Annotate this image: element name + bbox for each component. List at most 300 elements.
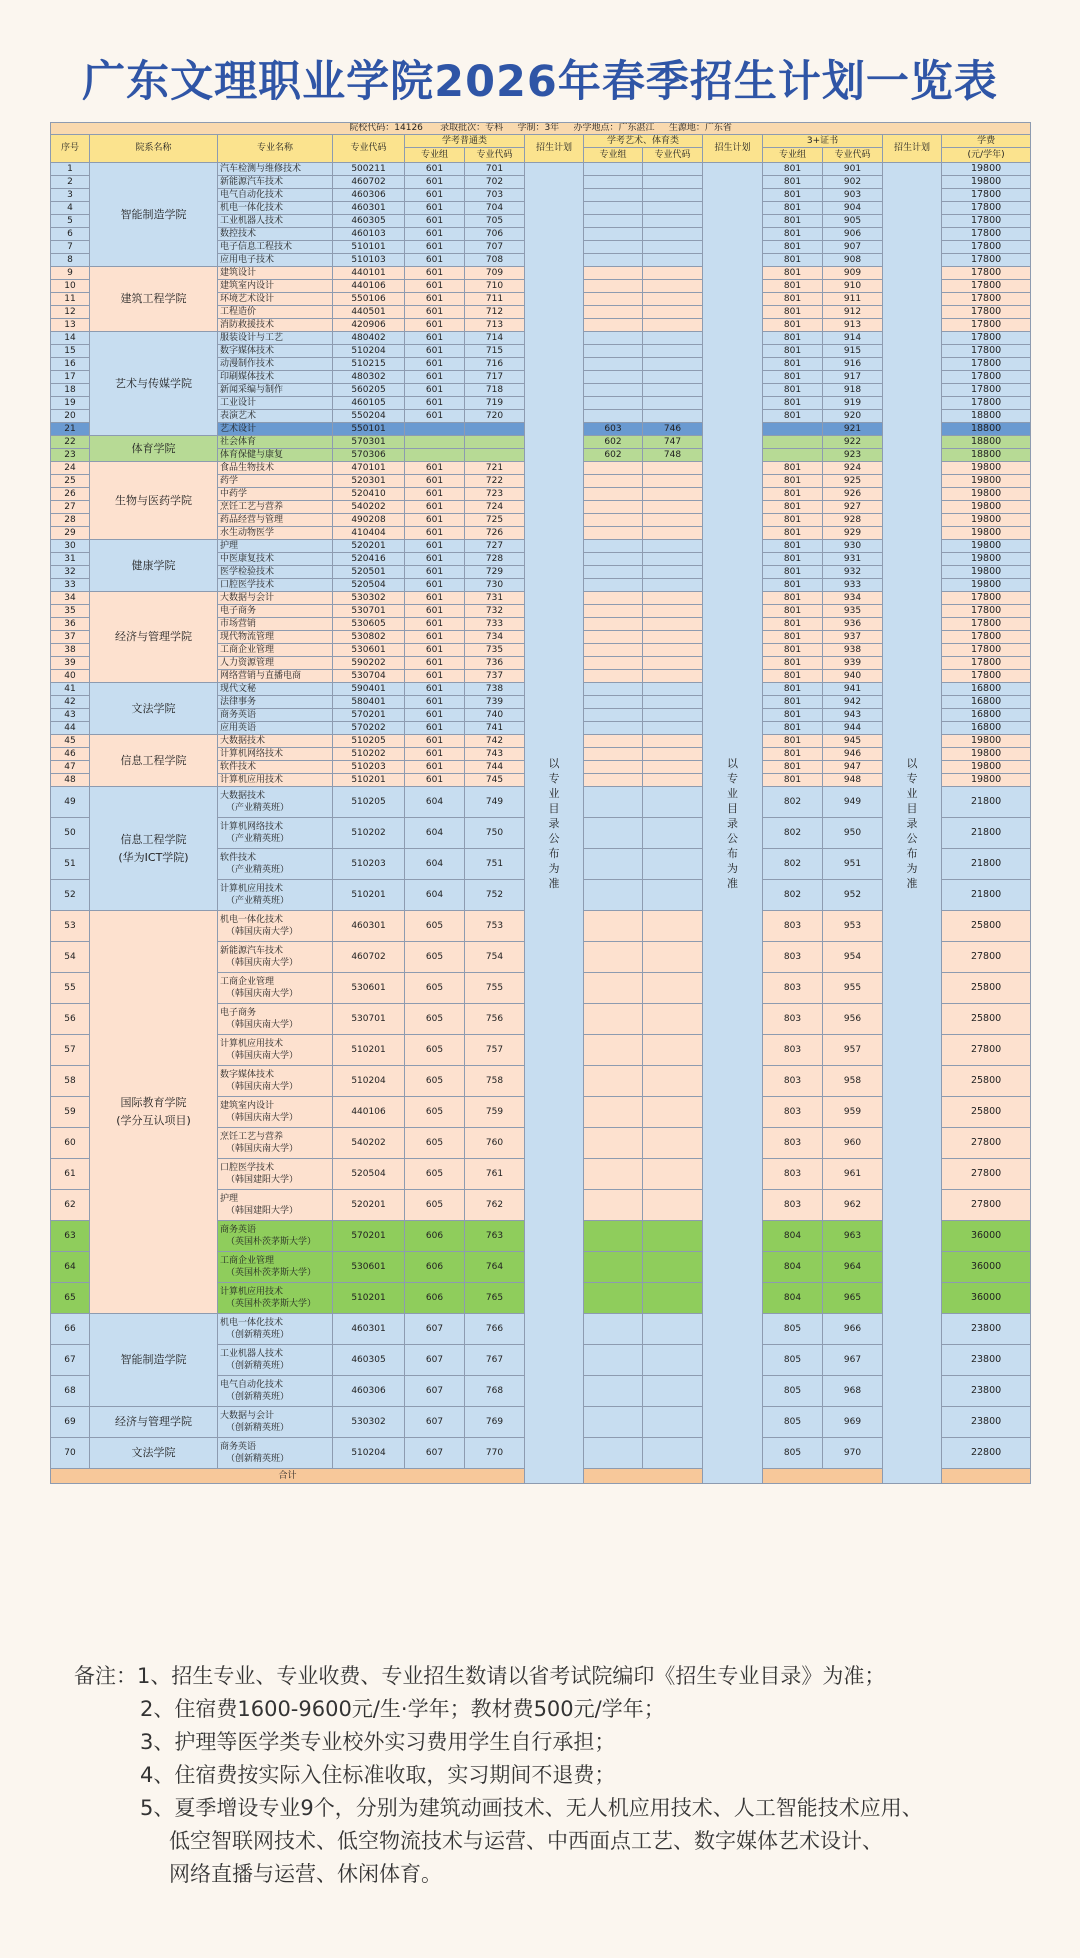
cert-group: 801	[763, 267, 823, 280]
arts-code	[643, 397, 703, 410]
cert-group: 801	[763, 228, 823, 241]
arts-code	[643, 973, 703, 1004]
general-group: 601	[405, 358, 465, 371]
department-name: 信息工程学院 (华为ICT学院)	[90, 787, 218, 911]
cert-code: 934	[823, 592, 883, 605]
row-seq: 59	[51, 1097, 90, 1128]
row-seq: 23	[51, 449, 90, 462]
arts-code	[643, 202, 703, 215]
tuition-fee: 36000	[942, 1221, 1031, 1252]
arts-code	[643, 709, 703, 722]
tuition-fee: 21800	[942, 880, 1031, 911]
cert-code: 936	[823, 618, 883, 631]
major-code: 580401	[333, 696, 405, 709]
general-group: 605	[405, 1190, 465, 1221]
major-program-text: （韩国庆南大学）	[226, 1113, 299, 1123]
arts-code	[643, 293, 703, 306]
general-group: 601	[405, 475, 465, 488]
row-seq: 58	[51, 1066, 90, 1097]
major-program-text: （韩国庆南大学）	[226, 1082, 299, 1092]
row-seq: 45	[51, 735, 90, 748]
major-name-text: 建筑室内设计	[220, 281, 275, 291]
arts-group	[584, 553, 643, 566]
arts-group	[584, 202, 643, 215]
general-group: 605	[405, 942, 465, 973]
cert-group: 804	[763, 1252, 823, 1283]
arts-code	[643, 1190, 703, 1221]
tuition-fee: 17800	[942, 605, 1031, 618]
major-name-text: 口腔医学技术	[220, 1163, 275, 1173]
general-group: 604	[405, 787, 465, 818]
general-group: 601	[405, 657, 465, 670]
general-code: 725	[465, 514, 525, 527]
department-name: 智能制造学院	[90, 163, 218, 267]
major-name-text: 大数据技术	[220, 736, 266, 746]
tuition-fee: 19800	[942, 514, 1031, 527]
tuition-fee: 19800	[942, 176, 1031, 189]
cert-code: 969	[823, 1407, 883, 1438]
cert-code: 902	[823, 176, 883, 189]
tuition-fee: 17800	[942, 670, 1031, 683]
arts-code	[643, 592, 703, 605]
major-name	[218, 748, 333, 761]
arts-group	[584, 787, 643, 818]
cert-group: 801	[763, 527, 823, 540]
tuition-fee: 27800	[942, 1190, 1031, 1221]
major-name-text: 社会体育	[220, 437, 257, 447]
tuition-fee: 17800	[942, 293, 1031, 306]
cert-group: 803	[763, 1097, 823, 1128]
tuition-fee: 27800	[942, 1035, 1031, 1066]
arts-group	[584, 319, 643, 332]
row-seq: 35	[51, 605, 90, 618]
major-code: 520201	[333, 1190, 405, 1221]
remark-line: 4、住宿费按实际入住标准收取，实习期间不退费；	[140, 1763, 616, 1787]
total-blank	[763, 1469, 883, 1484]
row-seq: 8	[51, 254, 90, 267]
general-group: 601	[405, 371, 465, 384]
major-code: 530601	[333, 1252, 405, 1283]
general-code: 716	[465, 358, 525, 371]
cert-group: 801	[763, 670, 823, 683]
arts-group	[584, 241, 643, 254]
major-name-text: 大数据技术	[220, 791, 266, 801]
general-group: 601	[405, 202, 465, 215]
arts-group	[584, 332, 643, 345]
header-group-c-code: 专业代码	[823, 148, 883, 163]
general-code: 722	[465, 475, 525, 488]
row-seq: 65	[51, 1283, 90, 1314]
tuition-fee: 17800	[942, 358, 1031, 371]
row-seq: 40	[51, 670, 90, 683]
major-name	[218, 527, 333, 540]
cert-code: 928	[823, 514, 883, 527]
major-code: 460702	[333, 176, 405, 189]
arts-code	[643, 1221, 703, 1252]
major-code: 510215	[333, 358, 405, 371]
major-name	[218, 189, 333, 202]
general-group: 601	[405, 384, 465, 397]
tuition-fee: 17800	[942, 618, 1031, 631]
plan-note-arts	[703, 163, 763, 1484]
remarks	[74, 1660, 1034, 1891]
cert-group: 805	[763, 1314, 823, 1345]
general-group: 601	[405, 280, 465, 293]
major-name	[218, 818, 333, 849]
general-group: 607	[405, 1345, 465, 1376]
arts-code: 748	[643, 449, 703, 462]
major-code: 540202	[333, 1128, 405, 1159]
arts-code	[643, 267, 703, 280]
arts-code	[643, 566, 703, 579]
arts-code	[643, 631, 703, 644]
arts-group	[584, 540, 643, 553]
department-name: 信息工程学院	[90, 735, 218, 787]
general-group: 601	[405, 579, 465, 592]
department-name: 健康学院	[90, 540, 218, 592]
tuition-fee: 36000	[942, 1283, 1031, 1314]
cert-code: 959	[823, 1097, 883, 1128]
arts-group	[584, 683, 643, 696]
tuition-fee: 25800	[942, 1097, 1031, 1128]
general-code: 756	[465, 1004, 525, 1035]
major-code: 460702	[333, 942, 405, 973]
tuition-fee: 25800	[942, 973, 1031, 1004]
arts-group: 603	[584, 423, 643, 436]
row-seq: 7	[51, 241, 90, 254]
general-code: 749	[465, 787, 525, 818]
major-code: 410404	[333, 527, 405, 540]
arts-group	[584, 163, 643, 176]
cert-code: 917	[823, 371, 883, 384]
major-name	[218, 1345, 333, 1376]
remark-line: 低空智联网技术、低空物流技术与运营、中西面点工艺、数字媒体艺术设计、	[169, 1829, 883, 1853]
department-name: 文法学院	[90, 683, 218, 735]
major-code: 460103	[333, 228, 405, 241]
major-name	[218, 911, 333, 942]
major-code: 490208	[333, 514, 405, 527]
cert-code: 919	[823, 397, 883, 410]
plan-note-cert	[883, 163, 942, 1484]
header-plan-b: 招生计划	[703, 135, 763, 163]
school-info: 院校代码：14126 录取批次：专科 学制：3年 办学地点：广东湛江 生源地：广东省	[51, 123, 1031, 135]
arts-group	[584, 345, 643, 358]
major-name	[218, 1376, 333, 1407]
general-code: 702	[465, 176, 525, 189]
cert-code: 953	[823, 911, 883, 942]
cert-code: 914	[823, 332, 883, 345]
row-seq: 18	[51, 384, 90, 397]
major-program-text: （韩国庆南大学）	[226, 989, 299, 999]
row-seq: 5	[51, 215, 90, 228]
tuition-fee: 16800	[942, 683, 1031, 696]
cert-group: 801	[763, 319, 823, 332]
general-group: 601	[405, 254, 465, 267]
row-seq: 34	[51, 592, 90, 605]
cert-group: 803	[763, 973, 823, 1004]
major-program-text: （创新精英班）	[226, 1361, 290, 1371]
major-program-text: （创新精英班）	[226, 1330, 290, 1340]
arts-group	[584, 670, 643, 683]
general-code: 715	[465, 345, 525, 358]
major-name-text: 计算机网络技术	[220, 822, 284, 832]
major-name	[218, 228, 333, 241]
row-seq: 57	[51, 1035, 90, 1066]
general-group: 605	[405, 1097, 465, 1128]
cert-group: 801	[763, 514, 823, 527]
major-name-text: 现代物流管理	[220, 632, 275, 642]
general-group: 601	[405, 514, 465, 527]
arts-group	[584, 1314, 643, 1345]
major-name	[218, 1438, 333, 1469]
arts-code	[643, 410, 703, 423]
row-seq: 29	[51, 527, 90, 540]
general-group: 607	[405, 1314, 465, 1345]
tuition-fee: 21800	[942, 818, 1031, 849]
general-code: 754	[465, 942, 525, 973]
row-seq: 62	[51, 1190, 90, 1221]
cert-group: 801	[763, 371, 823, 384]
major-name-text: 口腔医学技术	[220, 580, 275, 590]
cert-group: 801	[763, 254, 823, 267]
tuition-fee: 16800	[942, 696, 1031, 709]
major-name	[218, 384, 333, 397]
cert-group: 802	[763, 880, 823, 911]
cert-group: 801	[763, 462, 823, 475]
major-code: 510204	[333, 1066, 405, 1097]
general-group: 601	[405, 410, 465, 423]
major-code: 460301	[333, 1314, 405, 1345]
cert-code: 915	[823, 345, 883, 358]
arts-code	[643, 1283, 703, 1314]
arts-code	[643, 228, 703, 241]
header-row-1	[51, 135, 1031, 148]
tuition-fee: 25800	[942, 1066, 1031, 1097]
general-code: 710	[465, 280, 525, 293]
general-group: 601	[405, 644, 465, 657]
tuition-fee: 17800	[942, 345, 1031, 358]
general-group: 601	[405, 748, 465, 761]
general-group: 601	[405, 683, 465, 696]
general-code: 730	[465, 579, 525, 592]
cert-code: 929	[823, 527, 883, 540]
major-name	[218, 880, 333, 911]
major-program-text: （英国朴茨茅斯大学）	[226, 1268, 317, 1278]
cert-group: 801	[763, 293, 823, 306]
tuition-fee: 19800	[942, 540, 1031, 553]
major-code: 590202	[333, 657, 405, 670]
arts-group	[584, 1004, 643, 1035]
arts-group	[584, 631, 643, 644]
row-seq: 37	[51, 631, 90, 644]
major-code: 530704	[333, 670, 405, 683]
header-group-a-code: 专业代码	[465, 148, 525, 163]
arts-code	[643, 605, 703, 618]
major-name-text: 建筑室内设计	[220, 1101, 275, 1111]
row-seq: 36	[51, 618, 90, 631]
cert-group: 801	[763, 384, 823, 397]
tuition-fee: 22800	[942, 1438, 1031, 1469]
major-name	[218, 540, 333, 553]
cert-code: 965	[823, 1283, 883, 1314]
arts-code	[643, 540, 703, 553]
row-seq: 19	[51, 397, 90, 410]
general-group: 605	[405, 1128, 465, 1159]
major-name	[218, 280, 333, 293]
cert-code: 932	[823, 566, 883, 579]
general-code: 708	[465, 254, 525, 267]
arts-group: 602	[584, 436, 643, 449]
major-code: 520501	[333, 566, 405, 579]
cert-code: 950	[823, 818, 883, 849]
general-code: 732	[465, 605, 525, 618]
cert-group: 801	[763, 644, 823, 657]
department-name: 国际教育学院 (学分互认项目)	[90, 911, 218, 1314]
arts-group	[584, 228, 643, 241]
arts-group	[584, 566, 643, 579]
header-group-b: 学考艺术、体育类	[584, 135, 703, 148]
plan-note-text: 以专业目录公布为准	[727, 756, 738, 890]
tuition-fee: 17800	[942, 280, 1031, 293]
arts-code	[643, 818, 703, 849]
major-name	[218, 722, 333, 735]
row-seq: 17	[51, 371, 90, 384]
tuition-fee: 17800	[942, 215, 1031, 228]
general-code: 713	[465, 319, 525, 332]
row-seq: 3	[51, 189, 90, 202]
row-seq: 9	[51, 267, 90, 280]
general-group: 601	[405, 462, 465, 475]
tuition-fee: 17800	[942, 241, 1031, 254]
enrollment-table	[50, 122, 1031, 1484]
major-name-text: 体育保健与康复	[220, 450, 284, 460]
major-name	[218, 696, 333, 709]
major-name-text: 商务英语	[220, 1225, 257, 1235]
cert-code: 961	[823, 1159, 883, 1190]
major-name	[218, 423, 333, 436]
cert-code: 954	[823, 942, 883, 973]
general-group: 601	[405, 540, 465, 553]
major-name-text: 电气自动化技术	[220, 190, 284, 200]
row-seq: 68	[51, 1376, 90, 1407]
general-code: 717	[465, 371, 525, 384]
general-code: 764	[465, 1252, 525, 1283]
header-seq: 序号	[51, 135, 90, 163]
tuition-fee: 19800	[942, 566, 1031, 579]
arts-group	[584, 267, 643, 280]
general-code: 703	[465, 189, 525, 202]
cert-code: 908	[823, 254, 883, 267]
row-seq: 15	[51, 345, 90, 358]
arts-group	[584, 1221, 643, 1252]
arts-group	[584, 306, 643, 319]
major-name-text: 电子商务	[220, 606, 257, 616]
cert-group: 801	[763, 722, 823, 735]
arts-group	[584, 1159, 643, 1190]
cert-code: 943	[823, 709, 883, 722]
tuition-fee: 18800	[942, 436, 1031, 449]
cert-code: 957	[823, 1035, 883, 1066]
row-seq: 39	[51, 657, 90, 670]
major-name-text: 软件技术	[220, 762, 257, 772]
header-group-c: 3+证书	[763, 135, 883, 148]
cert-code: 931	[823, 553, 883, 566]
general-group: 601	[405, 241, 465, 254]
department-name: 智能制造学院	[90, 1314, 218, 1407]
major-name-text: 计算机应用技术	[220, 775, 284, 785]
major-code: 500211	[333, 163, 405, 176]
general-code: 709	[465, 267, 525, 280]
row-seq: 54	[51, 942, 90, 973]
major-code: 440106	[333, 280, 405, 293]
major-name	[218, 761, 333, 774]
tuition-fee: 17800	[942, 189, 1031, 202]
row-seq: 61	[51, 1159, 90, 1190]
arts-code	[643, 696, 703, 709]
arts-code	[643, 553, 703, 566]
general-group: 607	[405, 1407, 465, 1438]
cert-group: 801	[763, 683, 823, 696]
major-program-text: （产业精英班）	[226, 803, 290, 813]
cert-code: 924	[823, 462, 883, 475]
cert-group: 801	[763, 553, 823, 566]
general-group: 601	[405, 293, 465, 306]
arts-code	[643, 1407, 703, 1438]
major-code: 460305	[333, 1345, 405, 1376]
major-program-text: （韩国庆南大学）	[226, 1051, 299, 1061]
major-name-text: 数字媒体技术	[220, 1070, 275, 1080]
general-group: 601	[405, 553, 465, 566]
row-seq: 66	[51, 1314, 90, 1345]
general-code: 729	[465, 566, 525, 579]
arts-code	[643, 670, 703, 683]
cert-group: 805	[763, 1345, 823, 1376]
cert-group: 803	[763, 1159, 823, 1190]
major-name	[218, 1066, 333, 1097]
major-name	[218, 332, 333, 345]
major-name	[218, 1407, 333, 1438]
major-code: 440106	[333, 1097, 405, 1128]
cert-group	[763, 449, 823, 462]
major-code: 510202	[333, 818, 405, 849]
arts-group	[584, 501, 643, 514]
tuition-fee: 18800	[942, 449, 1031, 462]
row-seq: 52	[51, 880, 90, 911]
arts-group: 602	[584, 449, 643, 462]
arts-code	[643, 215, 703, 228]
tuition-fee: 17800	[942, 371, 1031, 384]
department-name: 经济与管理学院	[90, 592, 218, 683]
general-code: 704	[465, 202, 525, 215]
cert-code: 905	[823, 215, 883, 228]
arts-group	[584, 911, 643, 942]
arts-group	[584, 1128, 643, 1159]
cert-group: 801	[763, 215, 823, 228]
row-seq: 64	[51, 1252, 90, 1283]
major-name-text: 应用英语	[220, 723, 257, 733]
row-seq: 28	[51, 514, 90, 527]
department-name: 建筑工程学院	[90, 267, 218, 332]
arts-code: 747	[643, 436, 703, 449]
general-group: 606	[405, 1252, 465, 1283]
general-code: 769	[465, 1407, 525, 1438]
general-code: 739	[465, 696, 525, 709]
cert-group: 801	[763, 345, 823, 358]
major-name-text: 工业设计	[220, 398, 257, 408]
major-code: 460105	[333, 397, 405, 410]
row-seq: 42	[51, 696, 90, 709]
arts-group	[584, 397, 643, 410]
